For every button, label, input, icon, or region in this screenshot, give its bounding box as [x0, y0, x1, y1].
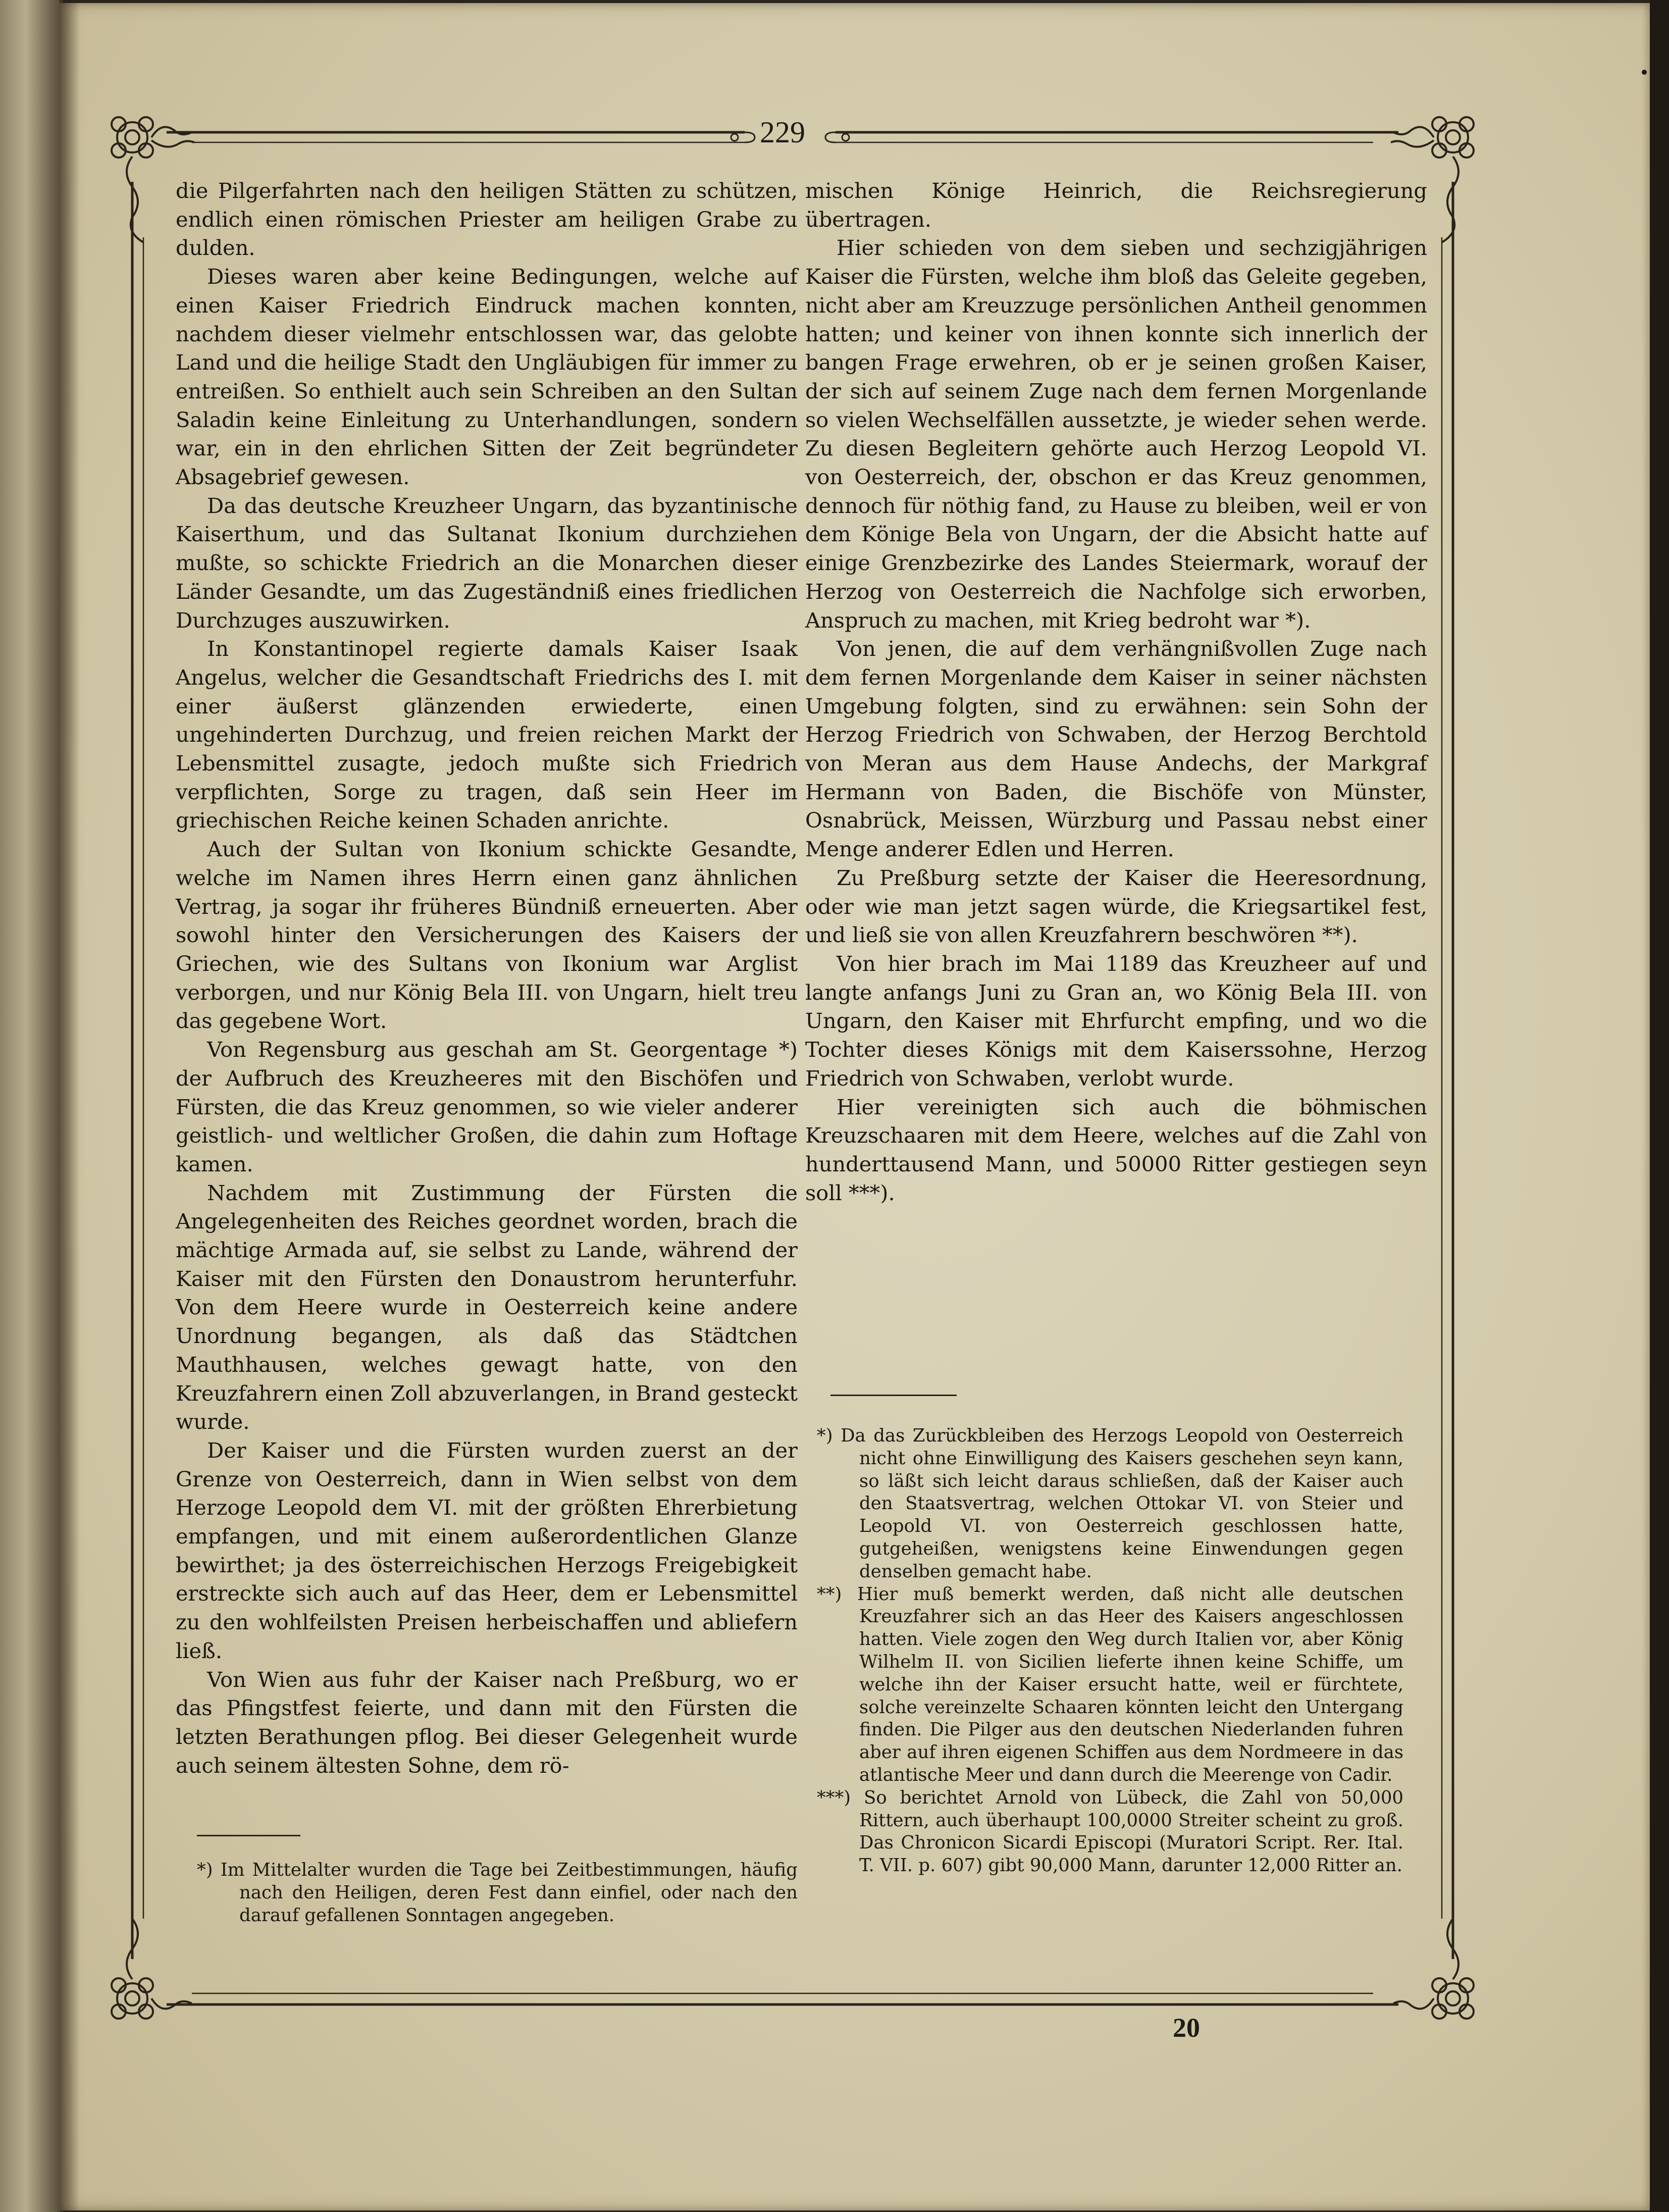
right-paragraph-6: Hier vereinigten sich auch die böhmischen Kreuzschaaren mit dem Heere, welches auf die Zahl von hunderttausend Mann, und 50000 Ritter gestiegen seyn soll ***).	[805, 1094, 1427, 1205]
right-column	[805, 177, 1427, 1207]
left-paragraph-7: Nachdem mit Zustimmung der Fürsten die Angelegenheiten des Reiches geordnet worden, brach die mächtige Armada auf, sie selbst zu Lande, während der Kaiser mit den Fürsten den Donaustrom herunterfuhr. Von dem Heere wurde in Oesterreich keine andere Unordnung begangen, als daß das Städtchen Mauthhausen, welches gewagt hatte, von den Kreuzfahrern einen Zoll abzuverlangen, in Brand gesteckt wurde.	[176, 1180, 798, 1434]
left-paragraph-6: Von Regensburg aus geschah am St. Georgentage *) der Aufbruch des Kreuzheeres mit den Bischöfen und Fürsten, die das Kreuz genommen, so wie vieler anderer geistlich- und weltlicher Großen, die dahin zum Hoftage kamen.	[176, 1037, 798, 1176]
right-footnote-3: ***) So berichtet Arnold von Lübeck, die Zahl von 50,000 Rittern, auch überhaupt 100,0000 Streiter scheint zu groß. Das Chronicon Sicardi Episcopi (Muratori Script. Rer. Ital. T. VII. p. 607) gibt 90,000 Mann, darunter 12,000 Ritter an.	[817, 1787, 1403, 1876]
right-paragraph-1: mischen Könige Heinrich, die Reichsregierung übertragen.	[805, 178, 1427, 232]
corner-ornament-bottom-right	[1393, 1919, 1474, 2019]
right-footnote-rule	[830, 1395, 957, 1396]
right-paragraph-4: Zu Preßburg setzte der Kaiser die Heeresordnung, oder wie man jetzt sagen würde, die Kriegsartikel fest, und ließ sie von allen Kreuzfahrern beschwören **).	[805, 865, 1427, 948]
right-paragraph-2: Hier schieden von dem sieben und sechzigjährigen Kaiser die Fürsten, welche ihm bloß das Geleite gegeben, nicht aber am Kreuzzuge persönlichen Antheil genommen hatten; und keiner von ihnen konnte sich innerlich der bangen Frage erwehren, ob er je seinen großen Kaiser, der sich auf seinem Zuge nach dem fernen Morgenlande so vielen Wechselfällen aussetzte, je wieder sehen werde. Zu diesen Begleitern gehörte auch Herzog Leopold VI. von Oesterreich, der, obschon er das Kreuz genommen, dennoch für nöthig fand, zu Hause zu bleiben, weil er von dem Könige Bela von Ungarn, der die Absicht hatte auf einige Grenzbezirke des Landes Steiermark, worauf der Herzog von Oesterreich die Nachfolge sich erworben, Anspruch zu machen, mit Krieg bedroht war *).	[805, 235, 1427, 633]
right-footnotes	[817, 1425, 1403, 1877]
right-paragraph-5: Von hier brach im Mai 1189 das Kreuzheer auf und langte anfangs Juni zu Gran an, wo König Bela III. von Ungarn, den Kaiser mit Ehrfurcht empfing, und wo die Tochter dieses Königs mit dem Kaiserssohne, Herzog Friedrich von Schwaben, verlobt wurde.	[805, 951, 1427, 1091]
left-paragraph-8: Der Kaiser und die Fürsten wurden zuerst an der Grenze von Oesterreich, dann in Wien selbst von dem Herzoge Leopold dem VI. mit der größten Ehrerbietung empfangen, und mit einem außerordentlichen Glanze bewirthet; ja des österreichischen Herzogs Freigebigkeit erstreckte sich auch auf das Heer, dem er Lebensmittel zu den wohlfeilsten Preisen herbeischaffen und abliefern ließ.	[176, 1437, 798, 1663]
left-paragraph-5: Auch der Sultan von Ikonium schickte Gesandte, welche im Namen ihres Herrn einen ganz ähnlichen Vertrag, ja sogar ihr früheres Bündniß erneuerten. Aber sowohl hinter den Versicherungen des Kaisers der Griechen, wie des Sultans von Ikonium war Arglist verborgen, und nur König Bela III. von Ungarn, hielt treu das gegebene Wort.	[176, 837, 798, 1034]
header-scroll-left	[731, 132, 755, 142]
left-paragraph-4: In Konstantinopel regierte damals Kaiser Isaak Angelus, welcher die Gesandtschaft Friedrichs des I. mit einer äußerst glänzenden erwiederte, einen ungehinderten Durchzug, und freien reichen Markt der Lebensmittel zusagte, jedoch mußte sich Friedrich verpflichten, Sorge zu tragen, daß sein Heer im griechischen Reiche keinen Schaden anrichte.	[176, 636, 798, 833]
right-paragraph-3: Von jenen, die auf dem verhängnißvollen Zuge nach dem fernen Morgenlande dem Kaiser in seiner nächsten Umgebung folgten, sind zu erwähnen: sein Sohn der Herzog Friedrich von Schwaben, der Herzog Berchtold von Meran aus dem Hause Andechs, der Markgraf Hermann von Baden, die Bischöfe von Münster, Osnabrück, Meissen, Würzburg und Passau nebst einer Menge anderer Edlen und Herren.	[805, 636, 1427, 862]
left-paragraph-3: Da das deutsche Kreuzheer Ungarn, das byzantinische Kaiserthum, und das Sultanat Ikonium durchziehen mußte, so schickte Friedrich an die Monarchen dieser Länder Gesandte, um das Zugeständniß eines friedlichen Durchzuges auszuwirken.	[176, 493, 798, 633]
left-footnote-rule	[197, 1835, 300, 1836]
right-footnote-1: *) Da das Zurückbleiben des Herzogs Leopold von Oesterreich nicht ohne Einwilligung des Kaisers geschehen seyn kann, so läßt sich leicht daraus schließen, daß der Kaiser auch den Staatsvertrag, welchen Ottokar VI. von Steier und Leopold VI. von Oesterreich geschlossen hatte, gutgeheißen, wenigstens keine Einwendungen gegen denselben gemacht habe.	[817, 1425, 1403, 1582]
left-paragraph-2: Dieses waren aber keine Bedingungen, welche auf einen Kaiser Friedrich Eindruck machen konnten, nachdem dieser vielmehr entschlossen war, das gelobte Land und die heilige Stadt den Ungläubigen für immer zu entreißen. So enthielt auch sein Schreiben an den Sultan Saladin keine Einleitung zu Unterhandlungen, sondern war, ein in den ehrlichen Sitten der Zeit begründeter Absagebrief gewesen.	[176, 264, 798, 490]
header-scroll-right	[825, 132, 849, 142]
left-footnote-1: *) Im Mittelalter wurden die Tage bei Zeitbestimmungen, häufig nach den Heiligen, deren Fest dann einfiel, oder nach den darauf gefallenen Sonntagen angegeben.	[197, 1860, 798, 1926]
signature-mark: 20	[1173, 2013, 1200, 2043]
page-number: 229	[760, 116, 805, 149]
right-footnote-2: **) Hier muß bemerkt werden, daß nicht alle deutschen Kreuzfahrer sich an das Heer des Kaisers angeschlossen hatten. Viele zogen den Weg durch Italien vor, aber König Wilhelm II. von Sicilien lieferte ihnen keine Schiffe, um welche ihn der Kaiser ersucht hatte, weil er fürchtete, solche vereinzelte Schaaren könnten leicht den Untergang finden. Die Pilger aus den deutschen Niederlanden fuhren aber auf ihren eigenen Schiffen aus dem Nordmeere in das atlantische Meer und dann durch die Meerenge von Cadir.	[817, 1583, 1403, 1785]
left-paragraph-1: die Pilgerfahrten nach den heiligen Stätten zu schützen, endlich einen römischen Priester am heiligen Grabe zu dulden.	[176, 178, 798, 261]
left-paragraph-9: Von Wien aus fuhr der Kaiser nach Preßburg, wo er das Pfingstfest feierte, und dann mit den Fürsten die letzten Berathungen pflog. Bei dieser Gelegenheit wurde auch seinem ältesten Sohne, dem rö-	[176, 1667, 798, 1778]
left-column	[176, 177, 798, 1780]
left-footnotes	[197, 1859, 798, 1927]
